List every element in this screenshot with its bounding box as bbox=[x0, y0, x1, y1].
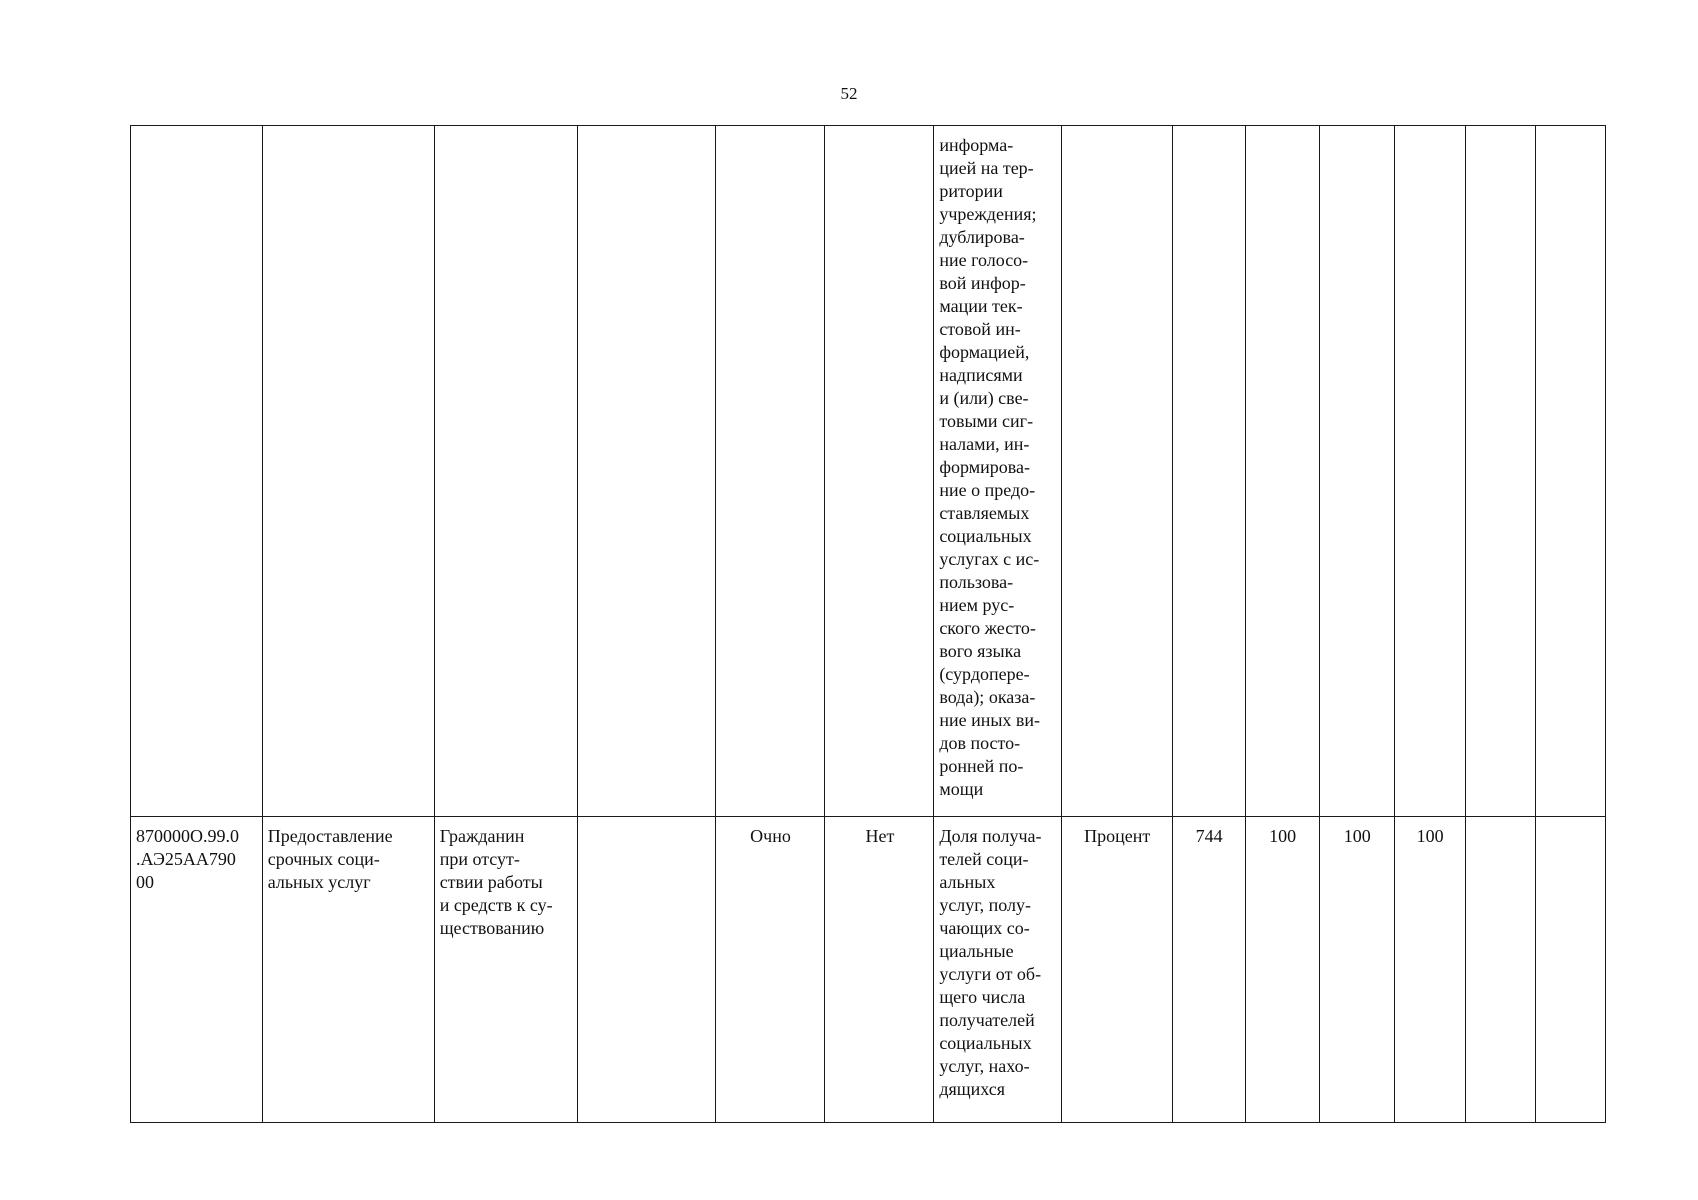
cell-indicator-continuation: информа- цией на тер- ритории учреждения; дублирова- ние голосо- вой инфор- мации тек- стовой ин- формацией, надписями и (или) све- товыми сиг- налами, ин- формирова- ние о предо- ставляемых социальных услугах с ис- пользова- нием рус- ского жесто- вого языка (сурдопере- вода); оказа- ние иных ви- дов посто- ронней по- мощи bbox=[934, 126, 1061, 817]
cell-empty bbox=[1394, 126, 1465, 817]
cell-okei-code: 744 bbox=[1172, 817, 1245, 1123]
cell-form: Очно bbox=[715, 817, 825, 1123]
cell-empty bbox=[1536, 817, 1606, 1123]
cell-empty bbox=[578, 817, 715, 1123]
page-number: 52 bbox=[840, 84, 858, 103]
cell-unit: Процент bbox=[1061, 817, 1172, 1123]
cell-empty bbox=[1465, 817, 1536, 1123]
cell-value-1: 100 bbox=[1245, 817, 1319, 1123]
cell-empty bbox=[1319, 126, 1394, 817]
table-row-continuation bbox=[131, 126, 1606, 817]
cell-empty bbox=[825, 126, 934, 817]
cell-empty bbox=[131, 126, 263, 817]
cell-flag: Нет bbox=[825, 817, 934, 1123]
cell-empty bbox=[1465, 126, 1536, 817]
cell-empty bbox=[1536, 126, 1606, 817]
cell-empty bbox=[1245, 126, 1319, 817]
cell-empty bbox=[715, 126, 825, 817]
cell-empty bbox=[262, 126, 434, 817]
cell-empty bbox=[578, 126, 715, 817]
cell-service-name: Предоставление срочных соци- альных услуг bbox=[262, 817, 434, 1123]
cell-value-3: 100 bbox=[1394, 817, 1465, 1123]
cell-empty bbox=[434, 126, 578, 817]
table-row bbox=[131, 817, 1606, 1123]
cell-value-2: 100 bbox=[1319, 817, 1394, 1123]
cell-registry-code: 870000О.99.0 .АЭ25АА790 00 bbox=[131, 817, 263, 1123]
cell-recipient-category: Гражданин при отсут- ствии работы и средств к су- ществованию bbox=[434, 817, 578, 1123]
cell-empty bbox=[1061, 126, 1172, 817]
cell-indicator: Доля получа- телей соци- альных услуг, полу- чающих со- циальные услуги от об- щего числа получателей социальных услуг, нахо- дящихся bbox=[934, 817, 1061, 1123]
services-table bbox=[130, 125, 1606, 1123]
cell-empty bbox=[1172, 126, 1245, 817]
